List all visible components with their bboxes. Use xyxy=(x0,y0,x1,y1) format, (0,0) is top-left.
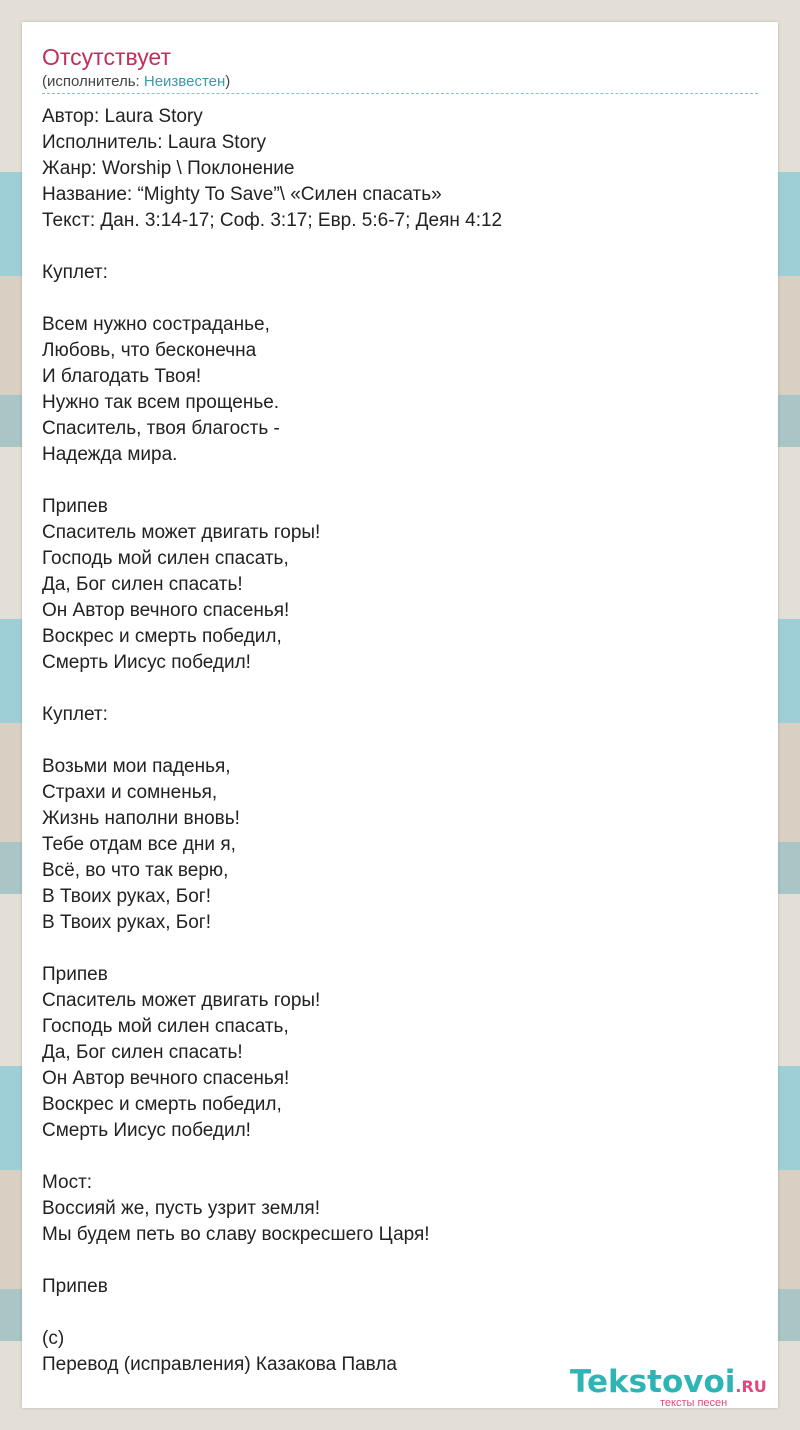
lyric-line: Мост: xyxy=(42,1172,93,1193)
blank-line xyxy=(42,1144,758,1170)
lyric-line: Да, Бог силен спасать! xyxy=(42,574,243,595)
lyric-line: Любовь, что бесконечна xyxy=(42,340,257,361)
lyric-line: Возьми мои паденья, xyxy=(42,756,231,777)
lyric-line: Всем нужно состраданье, xyxy=(42,314,270,335)
lyric-line: Он Автор вечного спасенья! xyxy=(42,600,290,621)
lyric-line: И благодать Твоя! xyxy=(42,366,202,387)
lyric-line: Автор: Laura Story xyxy=(42,106,203,127)
lyric-line: В Твоих руках, Бог! xyxy=(42,912,212,933)
lyric-line: Смерть Иисус победил! xyxy=(42,652,251,673)
artist-suffix: ) xyxy=(225,73,231,90)
lyric-line: Господь мой силен спасать, xyxy=(42,548,289,569)
lyrics-card xyxy=(22,22,778,1408)
lyric-line: В Твоих руках, Бог! xyxy=(42,886,212,907)
header-divider xyxy=(42,93,758,94)
lyric-line: Жанр: Worship \ Поклонение xyxy=(42,158,295,179)
artist-link[interactable]: Неизвестен xyxy=(143,73,226,90)
lyric-line: Тебе отдам все дни я, xyxy=(42,834,236,855)
lyric-line: Да, Бог силен спасать! xyxy=(42,1042,243,1063)
blank-line xyxy=(42,234,758,260)
lyric-line: Припев xyxy=(42,1276,108,1297)
lyric-line: Страхи и сомненья, xyxy=(42,782,218,803)
logo-domain: .RU xyxy=(735,1377,767,1396)
lyric-line: Мы будем петь во славу воскресшего Царя! xyxy=(42,1224,430,1245)
lyric-line: Название: “Mighty To Save”\ «Силен спасать» xyxy=(42,184,442,205)
lyric-line: Припев xyxy=(42,496,108,517)
lyric-line: Текст: Дан. 3:14-17; Соф. 3:17; Евр. 5:6-7; Деян 4:12 xyxy=(42,210,503,231)
blank-line xyxy=(42,1248,758,1274)
blank-line xyxy=(42,676,758,702)
lyric-line: Куплет: xyxy=(42,262,108,283)
lyric-line: Смерть Иисус победил! xyxy=(42,1120,251,1141)
lyric-line: Он Автор вечного спасенья! xyxy=(42,1068,290,1089)
song-title: Отсутствует xyxy=(42,44,171,70)
lyric-line: Надежда мира. xyxy=(42,444,178,465)
lyric-line: Исполнитель: Laura Story xyxy=(42,132,266,153)
lyric-line: Припев xyxy=(42,964,108,985)
lyrics-text xyxy=(42,104,758,1378)
blank-line xyxy=(42,936,758,962)
lyric-line: Господь мой силен спасать, xyxy=(42,1016,289,1037)
lyric-line: Всё, во что так верю, xyxy=(42,860,229,881)
blank-line xyxy=(42,1300,758,1326)
blank-line xyxy=(42,286,758,312)
blank-line xyxy=(42,468,758,494)
lyric-line: Куплет: xyxy=(42,704,108,725)
logo-tagline: тексты песен xyxy=(660,1397,728,1409)
lyric-line: Спаситель, твоя благость - xyxy=(42,418,280,439)
lyric-line: Жизнь наполни вновь! xyxy=(42,808,240,829)
lyric-line: Воскрес и смерть победил, xyxy=(42,1094,282,1115)
lyric-line: Воссияй же, пусть узрит земля! xyxy=(42,1198,320,1219)
lyric-line: Перевод (исправления) Казакова Павла xyxy=(42,1354,397,1375)
blank-line xyxy=(42,728,758,754)
logo-name: Tekstovoi xyxy=(570,1364,736,1400)
lyric-line: Спаситель может двигать горы! xyxy=(42,990,321,1011)
site-logo[interactable] xyxy=(570,1362,770,1410)
artist-line xyxy=(42,72,230,92)
lyric-line: Нужно так всем прощенье. xyxy=(42,392,280,413)
artist-prefix: (исполнитель: xyxy=(42,73,144,90)
lyric-line: (c) xyxy=(42,1328,65,1349)
lyric-line: Спаситель может двигать горы! xyxy=(42,522,321,543)
lyric-line: Воскрес и смерть победил, xyxy=(42,626,282,647)
